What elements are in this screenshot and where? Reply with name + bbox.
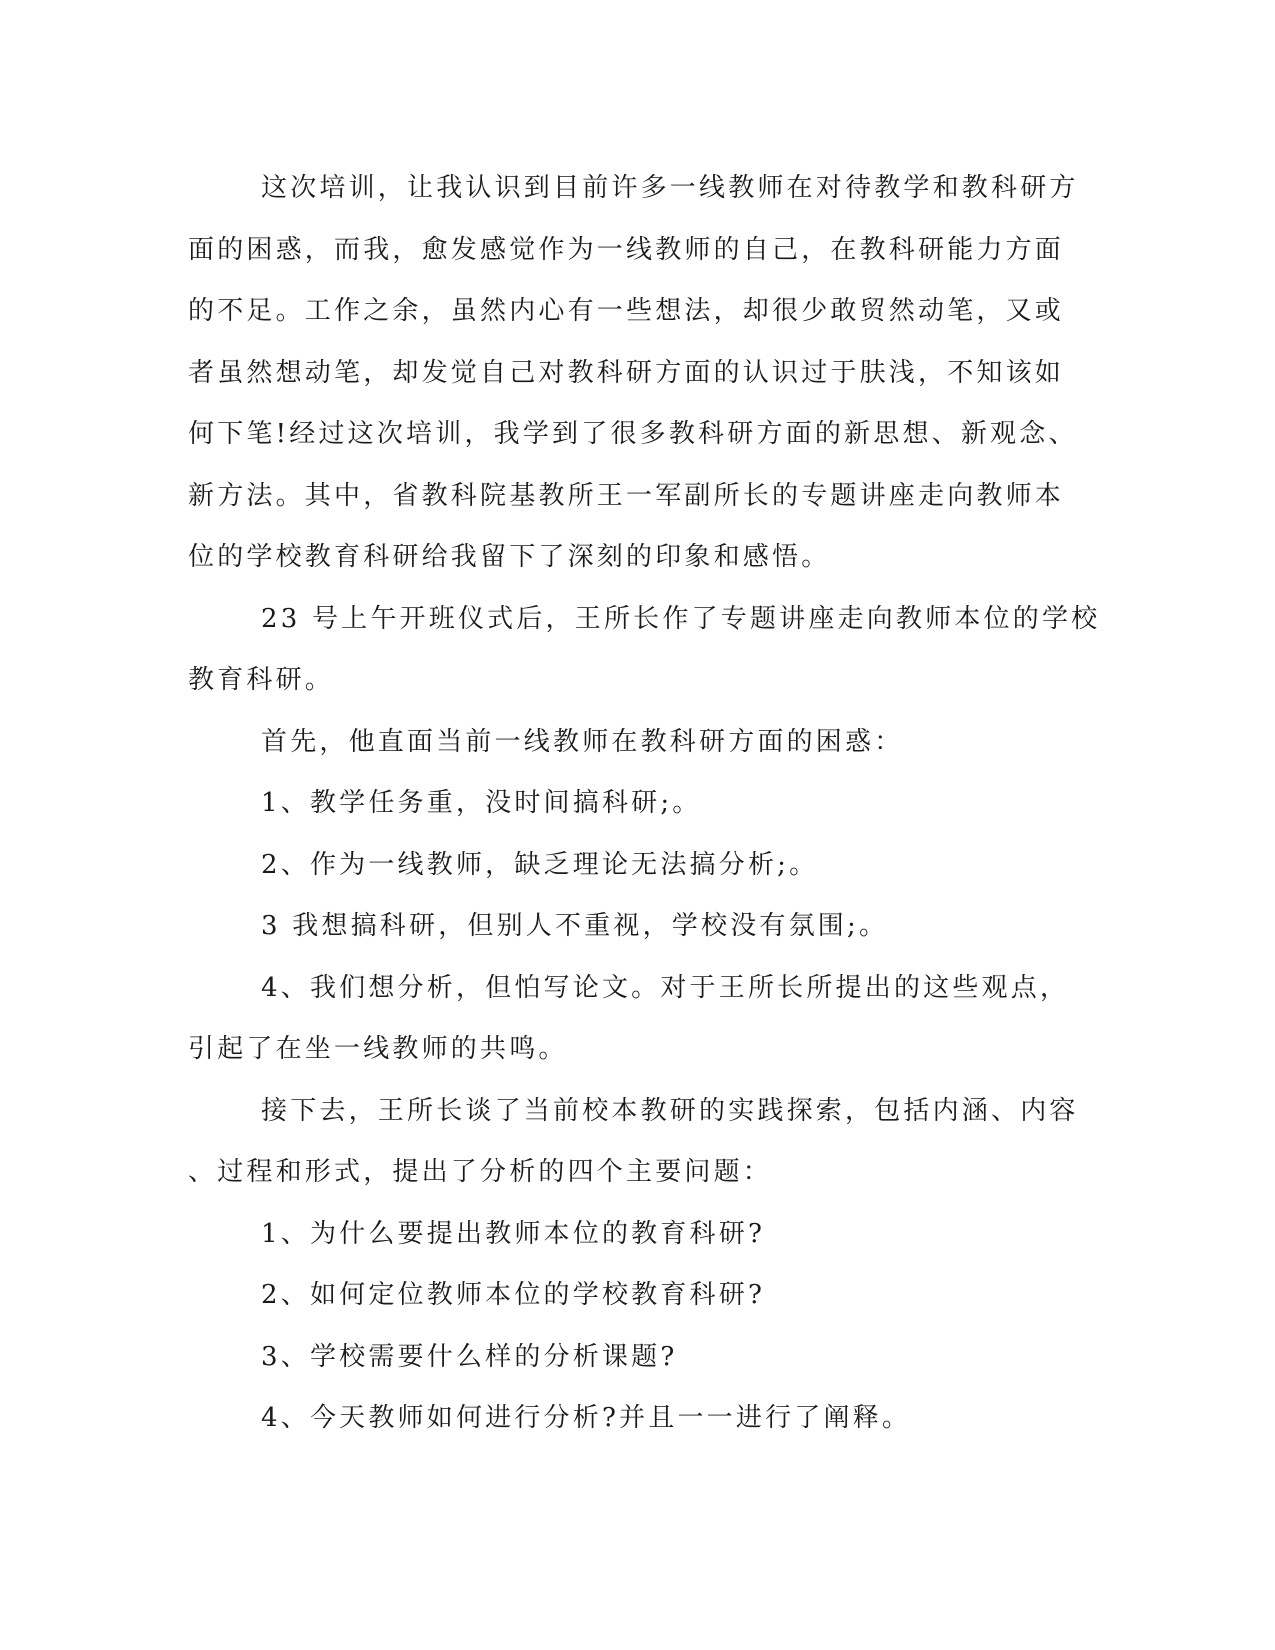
- paragraph-line: 首先，他直面当前一线教师在教科研方面的困惑：: [261, 726, 904, 757]
- paragraph-line: 者虽然想动笔，却发觉自己对教科研方面的认识过于肤浅，不知该如: [188, 357, 1065, 388]
- paragraph-line: 面的困惑，而我，愈发感觉作为一线教师的自己，在教科研能力方面: [188, 234, 1065, 265]
- paragraph-line: 引起了在坐一线教师的共鸣。: [188, 1034, 568, 1064]
- paragraph-line: 教育科研。: [188, 665, 335, 695]
- list-item: 2、如何定位教师本位的学校教育科研?: [261, 1280, 766, 1310]
- list-item: 4、今天教师如何进行分析?并且一一进行了阐释。: [261, 1403, 912, 1433]
- list-item: 3、学校需要什么样的分析课题?: [261, 1341, 678, 1372]
- paragraph-line: 接下去，王所长谈了当前校本教研的实践探索，包括内涵、内容: [261, 1095, 1079, 1126]
- paragraph-line: 何下笔!经过这次培训，我学到了很多教科研方面的新思想、新观念、: [188, 419, 1078, 449]
- list-item: 4、我们想分析，但怕写论文。对于王所长所提出的这些观点，: [261, 972, 1070, 1003]
- list-item: 1、教学任务重，没时间搞科研;。: [261, 788, 702, 818]
- list-item: 2、作为一线教师，缺乏理论无法搞分析;。: [261, 849, 819, 880]
- paragraph-line: 23 号上午开班仪式后，王所长作了专题讲座走向教师本位的学校: [261, 603, 1101, 634]
- document-body: [188, 158, 1101, 1450]
- paragraph-line: 新方法。其中，省教科院基教所王一军副所长的专题讲座走向教师本: [188, 480, 1065, 511]
- paragraph-line: 、过程和形式，提出了分析的四个主要问题：: [188, 1157, 773, 1187]
- paragraph-line: 位的学校教育科研给我留下了深刻的印象和感悟。: [188, 542, 831, 572]
- paragraph-line: 这次培训，让我认识到目前许多一线教师在对待教学和教科研方: [261, 173, 1079, 203]
- list-item: 3 我想搞科研，但别人不重视，学校没有氛围;。: [261, 911, 889, 941]
- paragraph-line: 的不足。工作之余，虽然内心有一些想法，却很少敢贸然动笔，又或: [188, 296, 1065, 326]
- list-item: 1、为什么要提出教师本位的教育科研?: [261, 1218, 766, 1249]
